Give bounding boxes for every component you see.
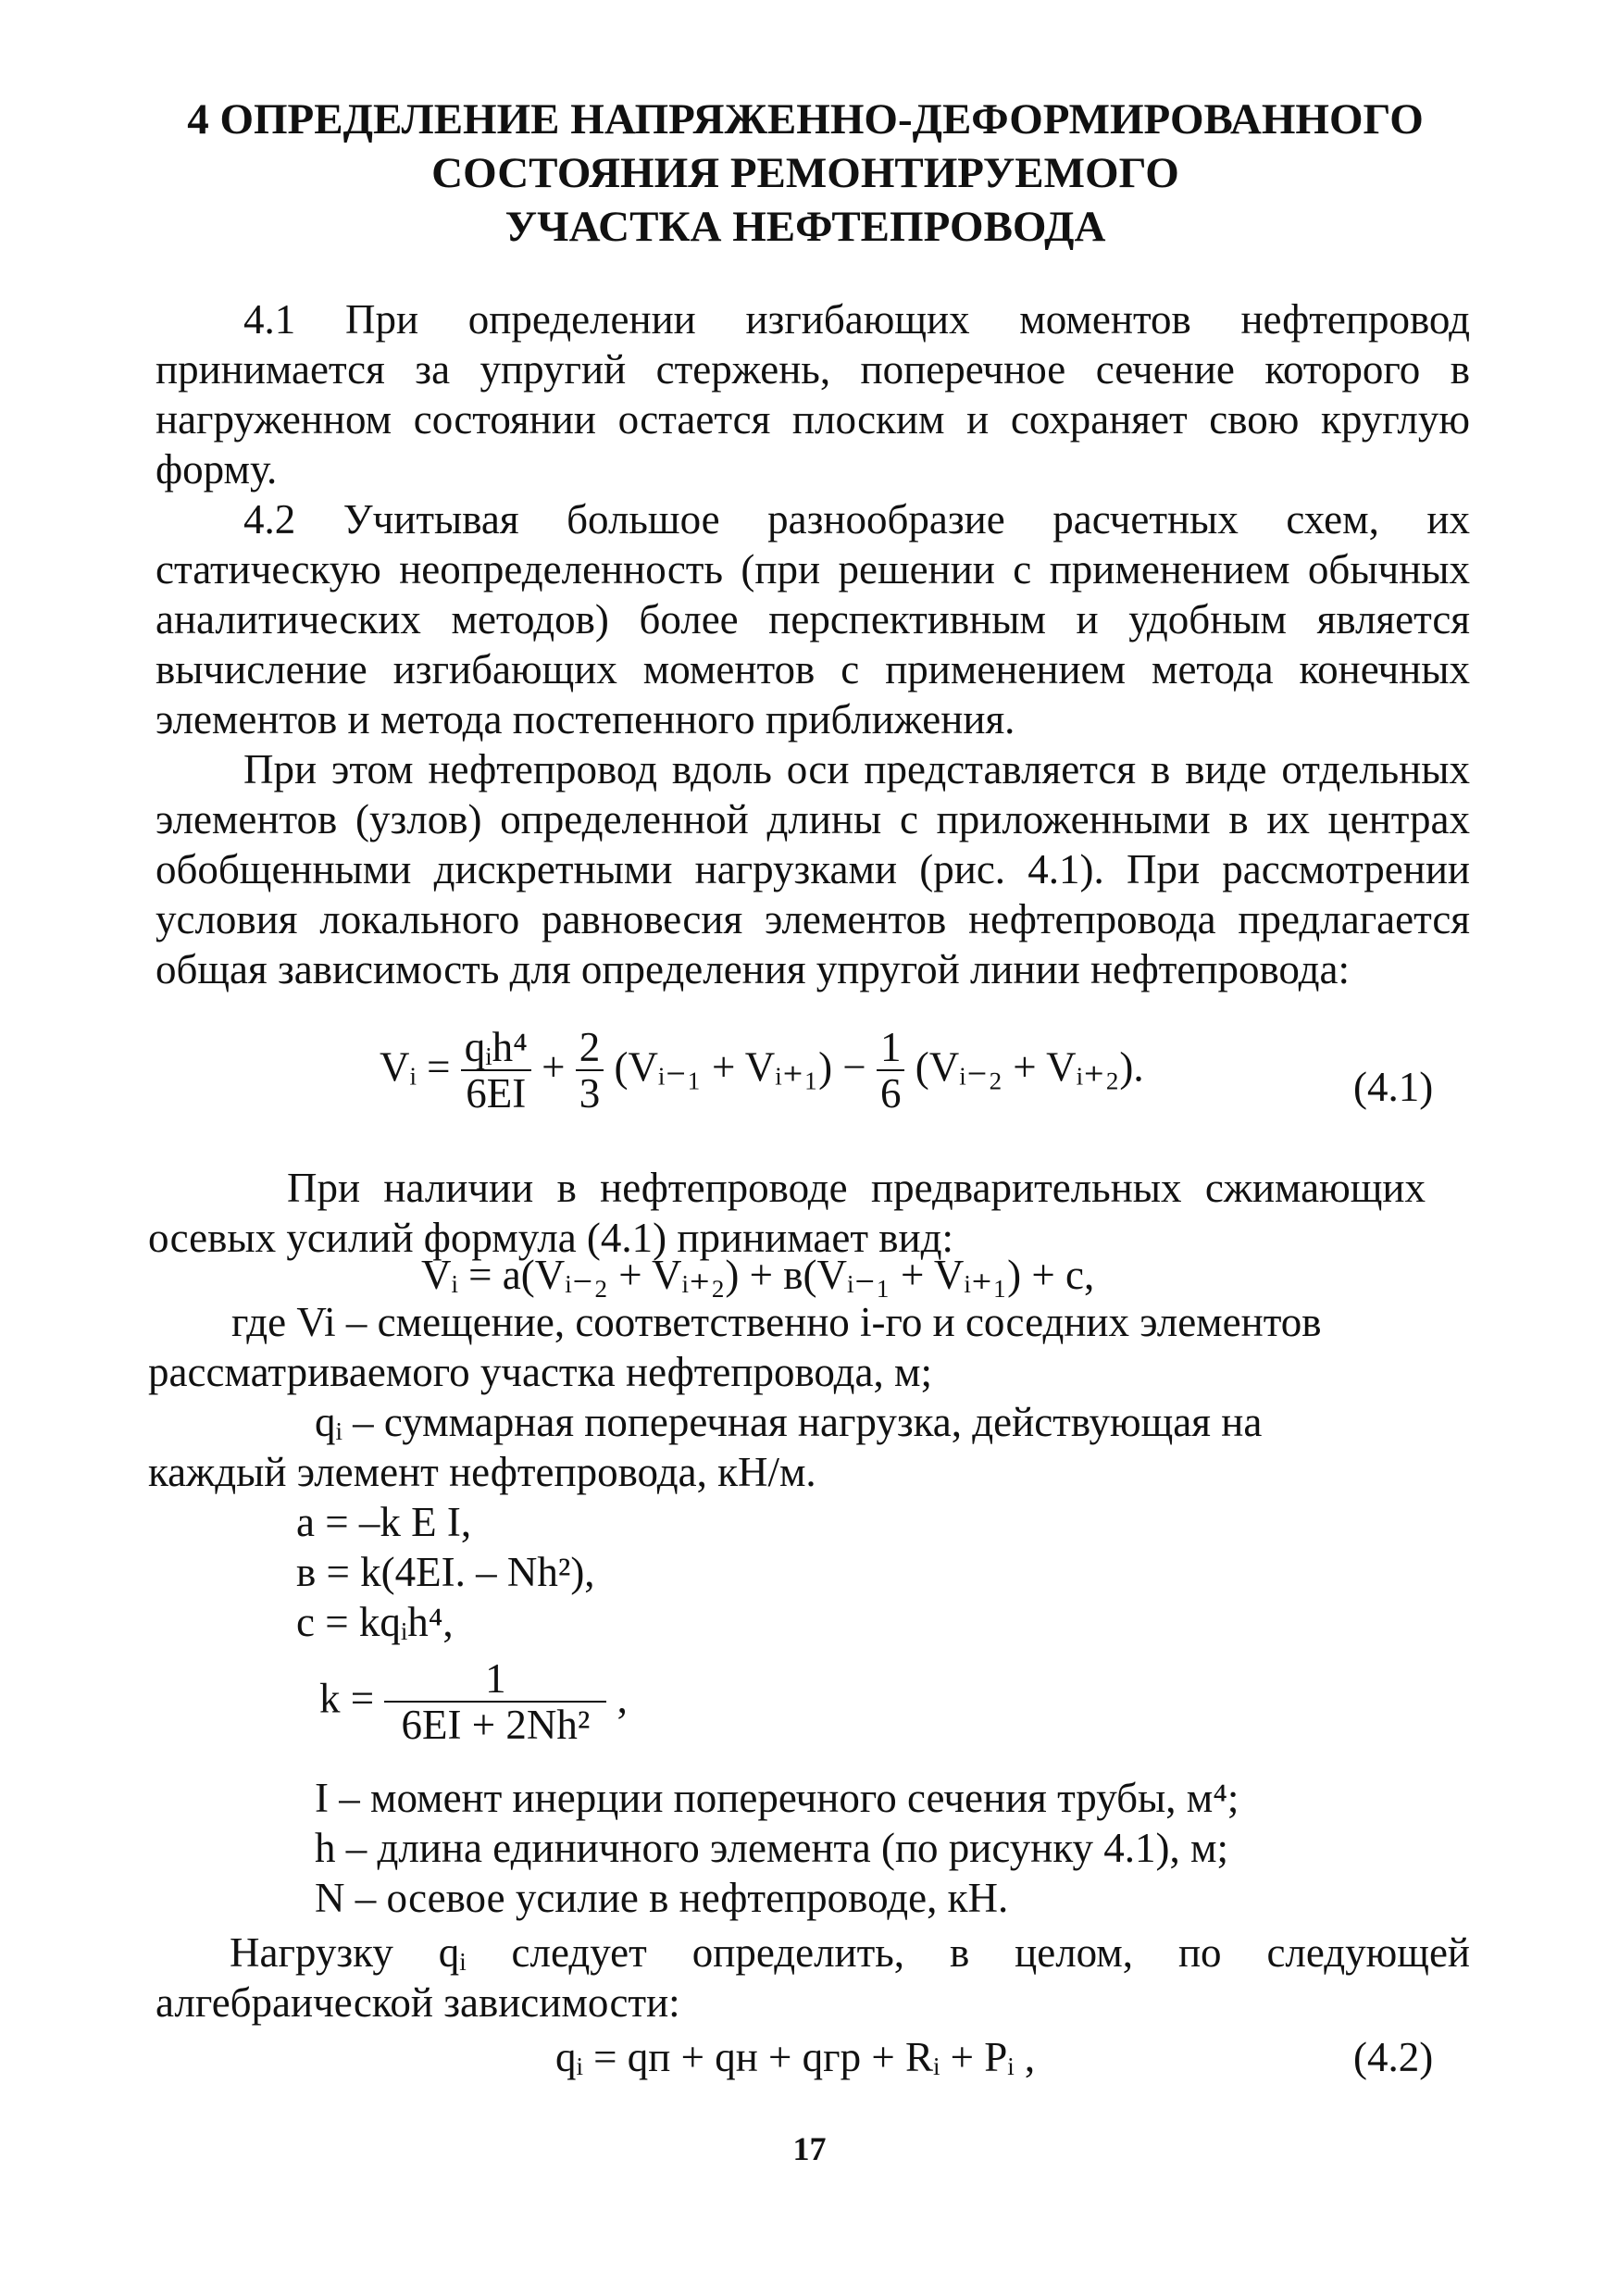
eq41-plus: + (542, 1043, 566, 1091)
eq41-fraction-2 (576, 1026, 604, 1117)
page-number: 17 (792, 2130, 827, 2167)
definition-k (319, 1657, 628, 1749)
k-fraction (384, 1657, 606, 1749)
eq41-term-2: (Vᵢ₋₁ + Vᵢ₊₁) − (614, 1043, 866, 1091)
paragraph-load (156, 1928, 1470, 2028)
paragraph-model (156, 744, 1470, 994)
eq41-frac2-den: 3 (579, 1070, 601, 1117)
heading-line-1: 4 ОПРЕДЕЛЕНИЕ НАПРЯЖЕННО-ДЕФОРМИРОВАННОГО (187, 95, 1424, 144)
definition-a: a = –k E I, (296, 1499, 472, 1545)
definition-vi-line-1: где Vi – смещение, соответственно i-го и соседних элементов (231, 1299, 1322, 1345)
eq41-frac2-num: 2 (576, 1026, 604, 1071)
definition-I: I – момент инерции поперечного сечения трубы, м⁴; (315, 1775, 1239, 1821)
heading-line-2: СОСТОЯНИЯ РЕМОНТИРУЕМОГО (431, 149, 1179, 197)
paragraph-load-text: Нагрузку qᵢ следует определить, в целом, по следующей алгебраической зависимости: (156, 1929, 1470, 2026)
heading-line-3: УЧАСТКА НЕФТЕПРОВОДА (504, 203, 1106, 251)
paragraph-compressive (148, 1163, 1426, 1263)
definition-h: h – длина единичного элемента (по рисунку 4.1), м; (315, 1825, 1229, 1871)
k-tail: , (616, 1675, 628, 1722)
k-den: 6EI + 2Nh² (401, 1702, 591, 1749)
definition-qi-line-2: каждый элемент нефтепровода, кН/м. (148, 1449, 816, 1495)
definition-qi-line-1: qᵢ – суммарная поперечная нагрузка, действующая на (315, 1399, 1263, 1445)
eq41-frac3-den: 6 (879, 1070, 902, 1117)
eq41-fraction-1 (461, 1026, 531, 1117)
eq41-lhs: Vᵢ = (380, 1043, 451, 1091)
paragraph-model-text: При этом нефтепровод вдоль оси представляется в виде отдельных элементов (узлов) определенной длины с приложенными в их центрах обобщенными дискретными нагрузками (рис. 4.1). При рассмотрении условия локального равновесия элементов нефтепровода предлагается общая зависимость для определения упругой линии нефтепровода: (156, 746, 1470, 992)
definition-c: c = kqᵢh⁴, (296, 1599, 454, 1645)
eq41-frac1-num: qᵢh⁴ (461, 1026, 531, 1071)
paragraph-4-1 (156, 294, 1470, 494)
equation-compressed: Vᵢ = a(Vᵢ₋₂ + Vᵢ₊₂) + в(Vᵢ₋₁ + Vᵢ₊₁) + c, (421, 1252, 1095, 1298)
definition-N: N – осевое усилие в нефтепроводе, кН. (315, 1875, 1009, 1921)
eq41-term-3: (Vᵢ₋₂ + Vᵢ₊₂). (915, 1043, 1144, 1091)
equation-4-1 (380, 1026, 1144, 1117)
definition-b: в = k(4EI. – Nh²), (296, 1549, 595, 1595)
equation-4-2-number: (4.2) (1353, 2034, 1434, 2080)
paragraph-4-1-text: 4.1 При определении изгибающих моментов нефтепровод принимается за упругий стержень, поперечное сечение которого в нагруженном состоянии остается плоским и сохраняет свою круглую форму. (156, 296, 1470, 493)
k-lhs: k = (319, 1675, 375, 1722)
eq41-frac1-den: 6EI (466, 1070, 527, 1117)
section-heading (139, 93, 1472, 254)
paragraph-4-2 (156, 494, 1470, 744)
equation-4-1-number: (4.1) (1353, 1064, 1434, 1110)
paragraph-4-2-text: 4.2 Учитывая большое разнообразие расчетных схем, их статическую неопределенность (при решении с применением обычных аналитических методов) более перспективным и удобным является вычисление изгибающих моментов с применением метода конечных элементов и метода постепенного приближения. (156, 496, 1470, 742)
eq41-frac3-num: 1 (877, 1026, 905, 1071)
paragraph-compressive-text: При наличии в нефтепроводе предварительных сжимающих осевых усилий формула (4.1) принимает вид: (148, 1165, 1426, 1261)
k-num: 1 (384, 1657, 606, 1703)
eq41-fraction-3 (877, 1026, 905, 1117)
equation-4-2: qᵢ = qп + qн + qгр + Rᵢ + Pᵢ , (555, 2034, 1036, 2080)
definition-vi-line-2: рассматриваемого участка нефтепровода, м; (148, 1349, 932, 1395)
